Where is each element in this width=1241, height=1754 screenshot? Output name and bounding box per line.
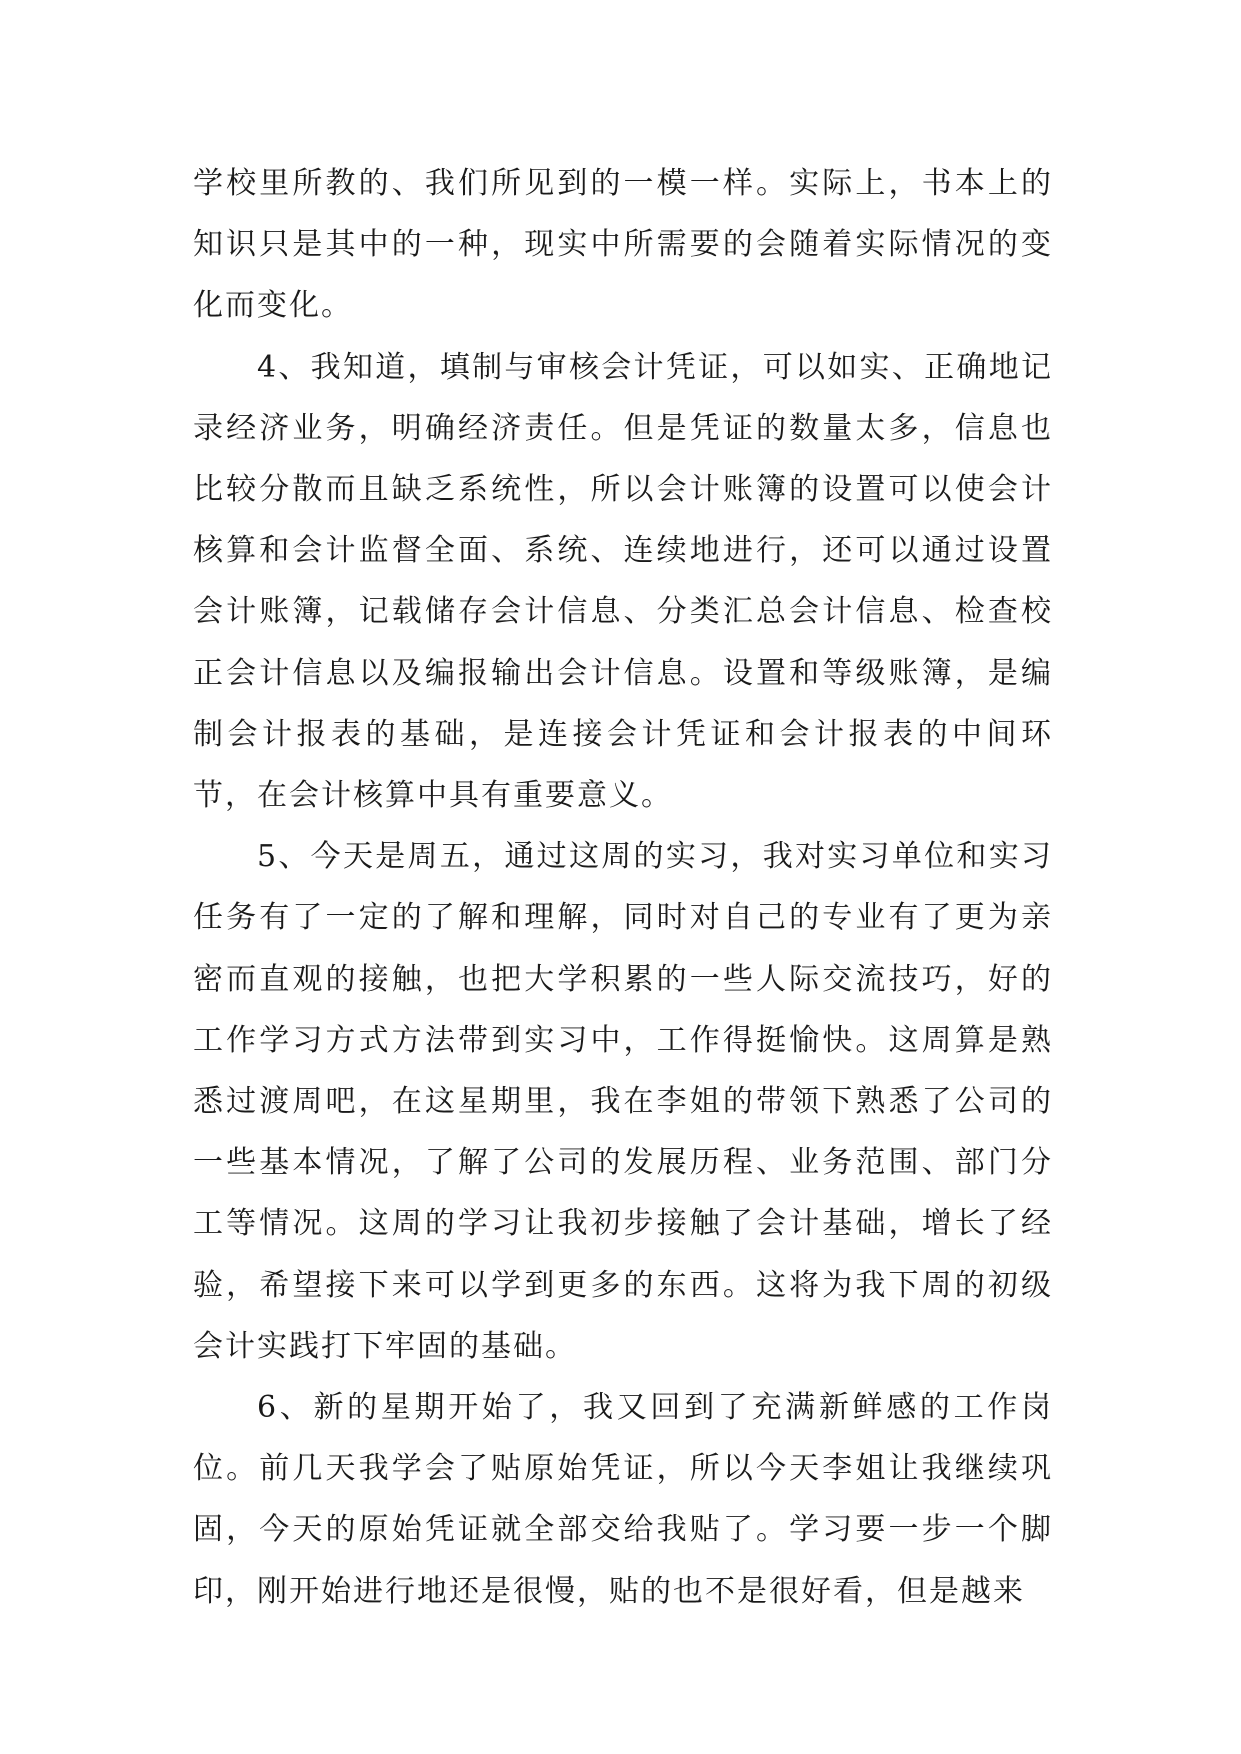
paragraph-continuation: 学校里所教的、我们所见到的一模一样。实际上，书本上的知识只是其中的一种，现实中所需要的会随着实际情况的变化而变化。: [193, 166, 1053, 324]
paragraph-item-4: 4、我知道，填制与审核会计凭证，可以如实、正确地记录经济业务，明确经济责任。但是凭证的数量太多，信息也比较分散而且缺乏系统性，所以会计账簿的设置可以使会计核算和会计监督全面、系统、连续地进行，还可以通过设置会计账簿，记载储存会计信息、分类汇总会计信息、检查校正会计信息以及编报输出会计信息。设置和等级账簿，是编制会计报表的基础，是连接会计凭证和会计报表的中间环节，在会计核算中具有重要意义。: [193, 349, 1053, 814]
document-body: [193, 153, 1053, 1622]
paragraph-item-6: 6、新的星期开始了，我又回到了充满新鲜感的工作岗位。前几天我学会了贴原始凭证，所以今天李姐让我继续巩固，今天的原始凭证就全部交给我贴了。学习要一步一个脚印，刚开始进行地还是很慢，贴的也不是很好看，但是越来: [193, 1390, 1053, 1609]
paragraph-item-5: 5、今天是周五，通过这周的实习，我对实习单位和实习任务有了一定的了解和理解，同时对自己的专业有了更为亲密而直观的接触，也把大学积累的一些人际交流技巧，好的工作学习方式方法带到实习中，工作得挺愉快。这周算是熟悉过渡周吧，在这星期里，我在李姐的带领下熟悉了公司的一些基本情况，了解了公司的发展历程、业务范围、部门分工等情况。这周的学习让我初步接触了会计基础，增长了经验，希望接下来可以学到更多的东西。这将为我下周的初级会计实践打下牢固的基础。: [193, 839, 1053, 1364]
